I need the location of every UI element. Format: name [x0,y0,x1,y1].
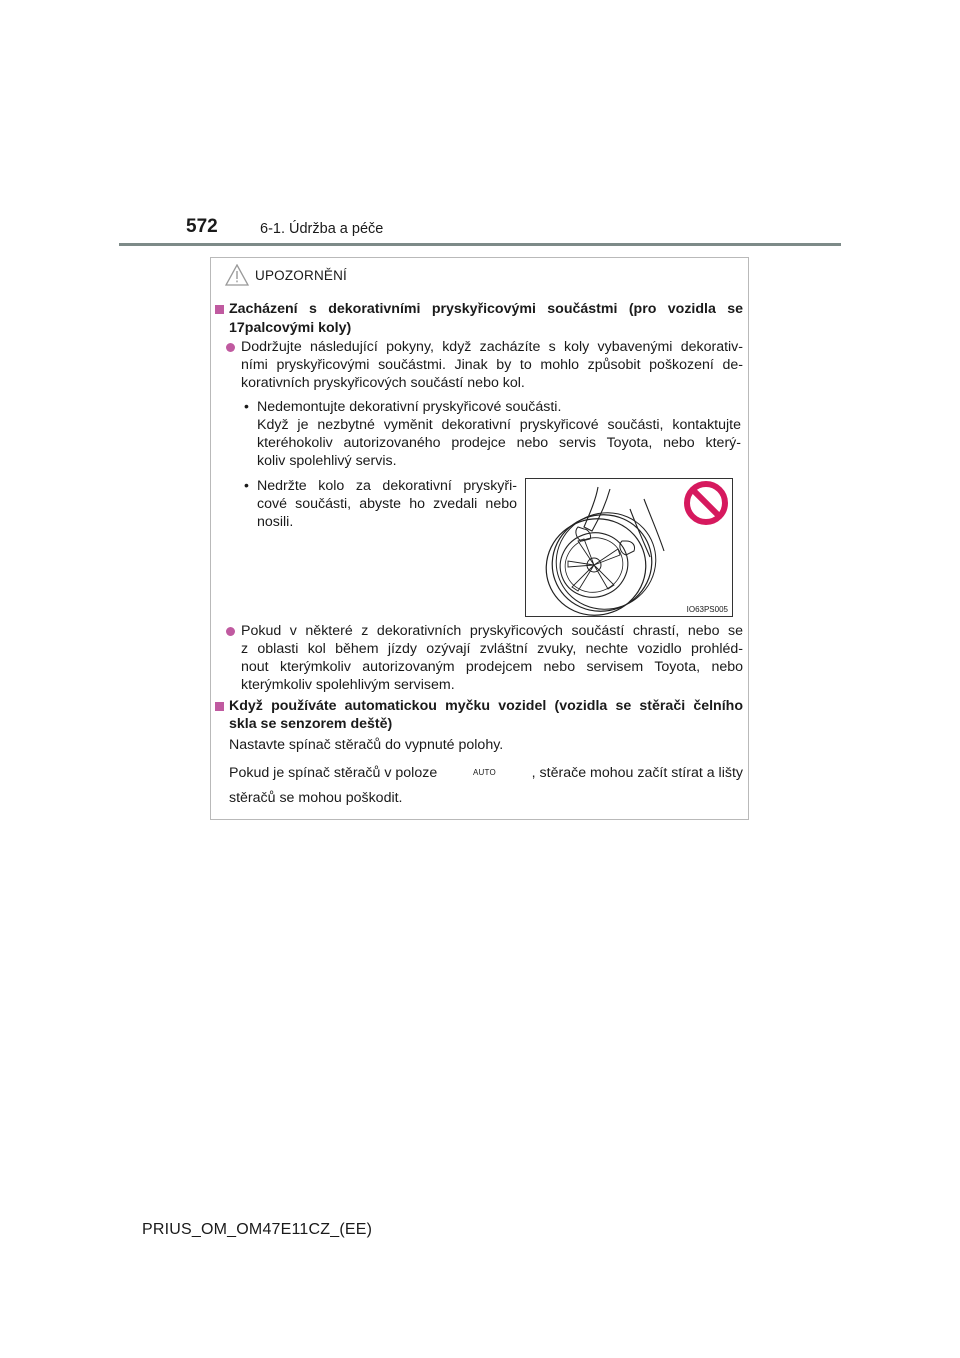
square-bullet-icon [215,305,224,314]
b1-line1: Nedemontujte dekorativní pryskyřicové součásti. [257,399,562,415]
section2-heading-line1: Když používáte automatickou myčku vozidel (vozidla se stěrači čelního [229,698,743,714]
circle-bullet-icon [226,343,235,352]
p2-line3: nout kterýmkoliv autorizovaným prodejcem nebo servisem Toyota, nebo [241,659,743,675]
b1-line3: kteréhokoliv autorizovaného prodejce nebo servis Toyota, nebo který- [257,435,741,451]
p1-line2: ními pryskyřicovými součástmi. Jinak by to mohlo způsobit poškození de- [241,357,743,373]
header-rule [119,243,841,246]
bullet-marker: • [244,398,249,414]
auto-position-icon: AUTO [473,768,496,777]
section1-heading-line2: 17palcovými koly) [229,320,352,336]
prohibition-icon [687,484,725,522]
b2-line1: Nedržte kolo za dekorativní pryskyři- [257,478,517,494]
b1-line4: koliv spolehlivý servis. [257,453,397,469]
wheel-illustration [525,478,733,617]
b2-line3: nosili. [257,514,294,530]
warning-triangle-icon [225,264,249,286]
section1-heading-line1: Zacházení s dekorativními pryskyřicovými součástmi (pro vozidla se [229,301,743,317]
section2-heading-line2: skla se senzorem deště) [229,716,393,732]
document-code: PRIUS_OM_OM47E11CZ_(EE) [142,1221,373,1238]
b2-line2: cové součásti, abyste ho zvedali nebo [257,496,517,512]
circle-bullet-icon [226,627,235,636]
p1-line1: Dodržujte následující pokyny, když zacházíte s koly vybavenými dekorativ- [241,339,743,355]
section2-p2-line1 [229,764,743,782]
wheel-drawing [526,479,732,616]
warning-label: UPOZORNĚNÍ [255,267,348,283]
p2-line2: z oblasti kol během jízdy ozývají zvláštní zvuky, nechte vozidlo prohléd- [241,641,743,657]
p1-line3: korativních pryskyřicových součástí nebo kol. [241,375,525,391]
bullet-marker: • [244,477,249,493]
p2-after: , stěrače mohou začít stírat a lišty [531,765,743,781]
page-number: 572 [186,216,218,237]
square-bullet-icon [215,702,224,711]
figure-code: IO63PS005 [686,605,728,614]
section-title: 6-1. Údržba a péče [260,221,384,237]
section2-p1: Nastavte spínač stěračů do vypnuté polohy. [229,737,504,753]
section2-p2-line2: stěračů se mohou poškodit. [229,790,403,806]
p2-before: Pokud je spínač stěračů v poloze [229,765,438,781]
p2-line1: Pokud v některé z dekorativních pryskyřicových součástí chrastí, nebo se [241,623,743,639]
warning-box [210,257,749,820]
b1-line2: Když je nezbytné vyměnit dekorativní pryskyřicové součásti, kontaktujte [257,417,741,433]
warning-header [225,264,347,286]
p2-line4: kterýmkoliv spolehlivým servisem. [241,677,455,693]
